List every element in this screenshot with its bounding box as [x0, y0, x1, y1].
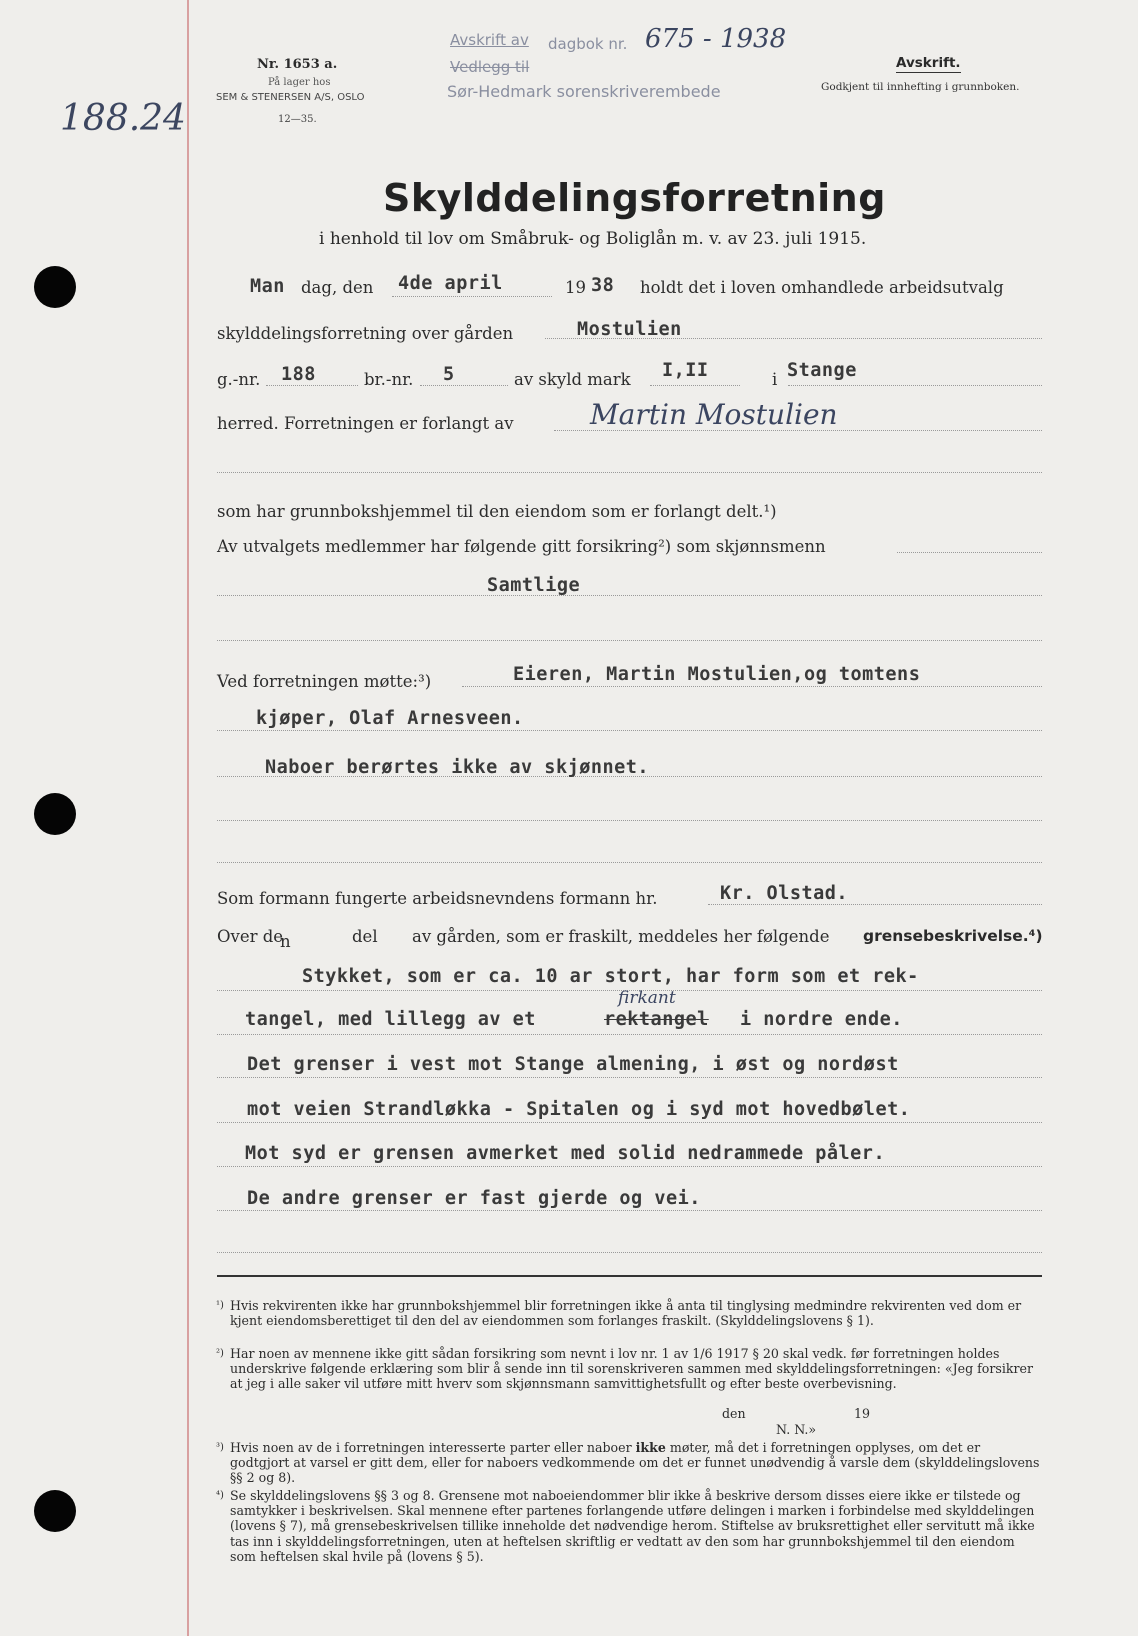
footnote-2-year: 19 — [854, 1406, 871, 1421]
form-date: 12—35. — [278, 114, 317, 125]
herred-name: Stange — [787, 360, 857, 381]
over-suffix: n — [280, 932, 291, 951]
forsikring-text: Av utvalgets medlemmer har følgende gitt forsikring²) som skjønnsmenn — [217, 537, 826, 556]
boundary-line-2a: tangel, med lillegg av et — [245, 1009, 536, 1030]
punch-hole — [34, 1490, 76, 1532]
boundary-line-2-insert: firkant — [618, 988, 676, 1008]
form-number: Nr. 1653 a. — [257, 57, 338, 72]
attendance-label: Ved forretningen møtte:³) — [217, 672, 432, 691]
boundary-line-2-struck: rektangel — [604, 1009, 709, 1030]
page-subtitle: i henhold til lov om Småbruk- og Boliglån m. v. av 23. juli 1915. — [319, 229, 867, 249]
punch-hole — [34, 266, 76, 308]
page-title: Skylddelingsforretning — [383, 176, 886, 220]
year-prefix: 19 — [565, 278, 586, 297]
farm-label: skylddelingsforretning over gården — [217, 324, 514, 343]
approved-note: Godkjent til innhefting i grunnboken. — [821, 81, 1020, 93]
footnote-3 — [216, 1440, 1042, 1486]
footnote-3-text-a: Hvis noen av de i forretningen interesserte parter eller naboer — [230, 1440, 632, 1455]
footnote-3-text-b: møter, må det i forretningen opplyses, om det er godtgjort at varsel er gitt dem, eller for naboers vedkommende om det er funnet unødvendig å varsle dem (skylddelingslovens §§ 2 og 8). — [230, 1440, 1040, 1486]
text-after-date: holdt det i loven omhandlede arbeidsutvalg — [640, 278, 1004, 297]
chair-name: Kr. Olstad. — [720, 883, 849, 904]
footnote-3-number: ³) — [216, 1442, 224, 1453]
bnr-label: br.-nr. — [364, 370, 414, 389]
footnote-4-number: ⁴) — [216, 1490, 224, 1501]
boundary-line-4: mot veien Strandløkka - Spitalen og i syd mot hovedbølet. — [247, 1099, 911, 1120]
margin-note: 188.24 — [60, 98, 186, 139]
i-label: i — [772, 370, 778, 389]
attendance-line-1: Eieren, Martin Mostulien,og tomtens — [513, 664, 921, 685]
footnote-1-text: Hvis rekvirenten ikke har grunnbokshjemmel blir forretningen ikke å anta til tinglysing medmindre rekvirenten ved dom er kjent eiendomsberettiget til den del av eiendommen som forlanges fraskilt. (Skylddelingslovens § 1). — [230, 1298, 1022, 1329]
gnr-label: g.-nr. — [217, 370, 261, 389]
skyld-value: I,II — [662, 360, 709, 381]
footnote-2-number: ²) — [216, 1348, 224, 1359]
year-suffix: 38 — [591, 275, 615, 296]
hjemmel-text: som har grunnbokshjemmel til den eiendom som er forlangt delt.¹) — [217, 502, 777, 521]
chair-label: Som formann fungerte arbeidsnevndens formann hr. — [217, 889, 658, 908]
meeting-date: 4de april — [398, 273, 503, 294]
herred-label: herred. Forretningen er forlangt av — [217, 414, 514, 433]
weekday-prefix: Man — [250, 276, 285, 297]
boundary-line-5: Mot syd er grensen avmerket med solid nedrammede påler. — [245, 1143, 886, 1164]
dag-label: dag, den — [301, 278, 374, 297]
footnote-rule — [217, 1275, 1042, 1277]
boundary-bold-label: grensebeskrivelse.⁴) — [863, 927, 1043, 945]
copy-label: Avskrift. — [896, 55, 961, 71]
attendance-line-3: Naboer berørtes ikke av skjønnet. — [265, 757, 650, 778]
boundary-line-3: Det grenser i vest mot Stange almening, i øst og nordøst — [247, 1054, 899, 1075]
footnote-4 — [216, 1488, 1042, 1564]
del-label: del — [352, 927, 378, 946]
requested-by-signature: Martin Mostulien — [590, 398, 838, 431]
gnr-value: 188 — [281, 364, 316, 385]
footnote-1-number: ¹) — [216, 1300, 224, 1311]
footnote-2-signature: N. N.» — [776, 1422, 817, 1437]
publisher-line-1: På lager hos — [268, 77, 331, 88]
stamp-dagbok-label: dagbok nr. — [548, 35, 628, 53]
margin-line — [187, 0, 189, 1636]
boundary-intro: av gården, som er fraskilt, meddeles her følgende — [412, 927, 830, 946]
punch-hole — [34, 793, 76, 835]
footnote-2 — [216, 1346, 1042, 1437]
footnote-1 — [216, 1298, 1042, 1329]
boundary-line-1: Stykket, som er ca. 10 ar stort, har form som et rek- — [302, 966, 919, 987]
attendance-line-2: kjøper, Olaf Arnesveen. — [256, 708, 524, 729]
publisher-line-2: SEM & STENERSEN A/S, OSLO — [216, 92, 365, 103]
stamp-avskrift-av: Avskrift av — [450, 31, 529, 49]
footnote-4-text: Se skylddelingslovens §§ 3 og 8. Grensene mot naboeiendommer blir ikke å beskrive dersom disses eiere ikke er tilstede og samtykker i beskrivelsen. Skal mennene efter partenes forlangende utføre delingen i marken i forbindelse med skylddelingen (lovens § 7), må grensebeskrivelsen tillike inneholde det nødvendige herom. Stiftelse av bruksrettighet eller servitutt må ikke tas inn i skylddelingsforretningen, uten at heftelsen skriftlig er vedtatt av den som har grunnbokshjemmel til den eiendom som heftelsen skal hvile på (lovens § 5). — [230, 1488, 1035, 1564]
skjonnsmenn-value: Samtlige — [487, 575, 581, 596]
boundary-line-2b: i nordre ende. — [740, 1009, 903, 1030]
dagbok-number: 675 - 1938 — [645, 24, 787, 54]
footnote-2-den: den — [722, 1406, 746, 1421]
farm-name: Mostulien — [577, 319, 682, 340]
over-label: Over de — [217, 927, 284, 946]
footnote-2-text: Har noen av mennene ikke gitt sådan forsikring som nevnt i lov nr. 1 av 1/6 1917 § 20 skal vedk. før forretningen holdes underskrive følgende erklæring som blir å sende inn til sorenskriveren sammen med skylddelingsforretningen: «Jeg forsikrer at jeg i alle saker vil utføre mitt hverv som skjønnsmann samvittighetsfullt og efter beste overbevisning. — [230, 1346, 1034, 1392]
footnote-3-bold: ikke — [635, 1440, 666, 1455]
skyld-label: av skyld mark — [514, 370, 631, 389]
stamp-vedlegg-struck: Vedlegg til — [450, 58, 530, 76]
stamp-office: Sør-Hedmark sorenskriverembede — [447, 82, 721, 101]
bnr-value: 5 — [443, 364, 455, 385]
boundary-line-6: De andre grenser er fast gjerde og vei. — [247, 1188, 701, 1209]
